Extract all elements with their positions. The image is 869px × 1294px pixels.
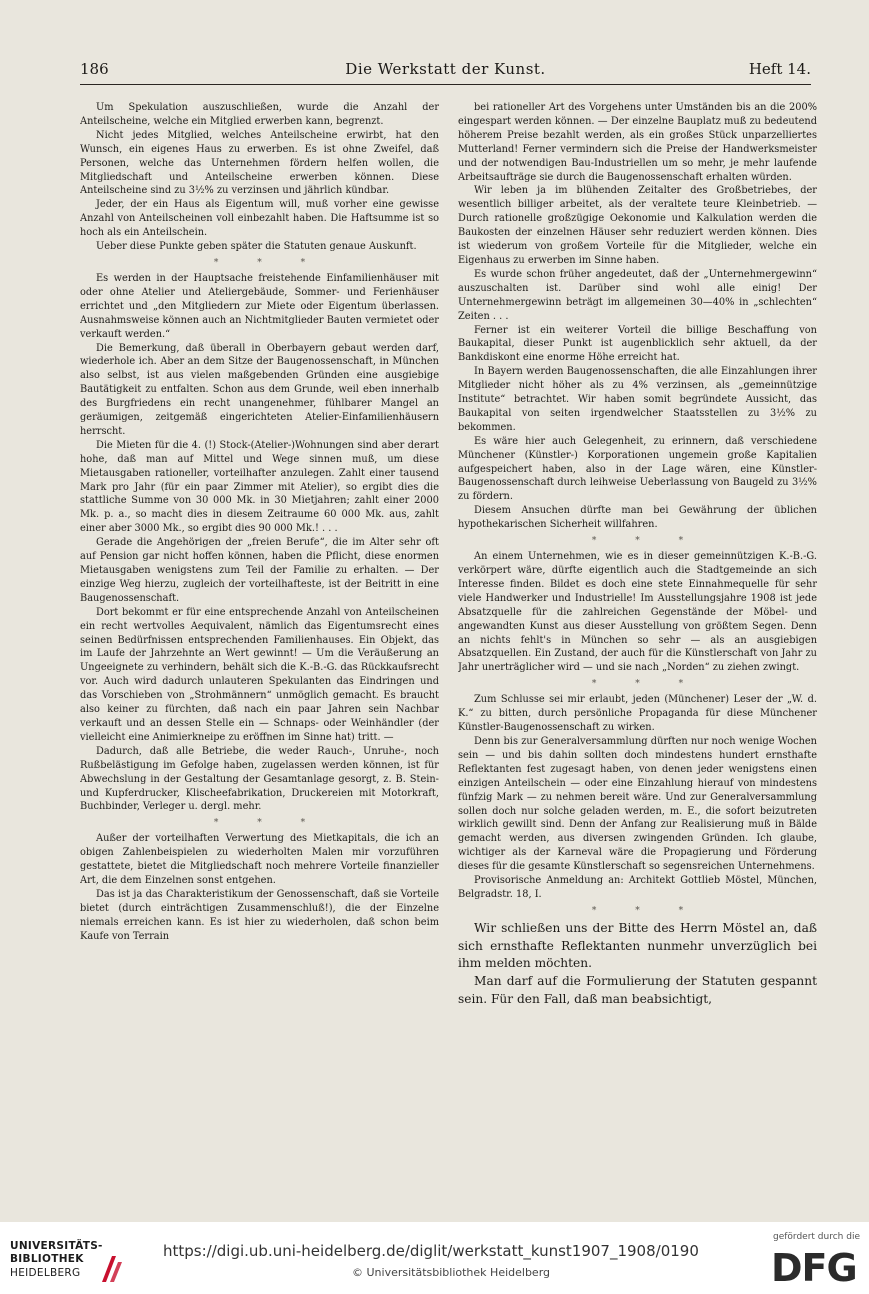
paragraph: Dort bekommt er für eine entsprechende Anzahl von Anteilscheinen ein recht wertvolles Aequivalent, nämlich das Eigentumsrecht eines seinen Bedürfnissen entsprechenden Familienhauses. Ein Objekt, das im Laufe der Jahrzehnte an Wert gewinnt! — Um die Veräußerung an Ungeeignete zu verhindern, behält sich die K.-B.-G. das Rückkaufsrecht vor. Auch wird dadurch unlauteren Spekulanten das Eindringen und das Vorschieben von „Strohmännern“ unmöglich gemacht. Es braucht also keiner zu fürchten, daß nach ein paar Jahren sein Nachbar verkauft und an dessen Stelle ein — Schnaps- oder Weinhändler (der vielleicht eine Animierkneipe zu eröffnen im Sinne hat) tritt. —: [80, 606, 439, 743]
paragraph: Das ist ja das Charakteristikum der Genossenschaft, daß sie Vorteile bietet (durch einträchtigen Zusammenschluß!), die der Einzelne niemals erreichen kann. Es ist hier zu wiederholen, daß schon beim Kaufe von Terrain: [80, 888, 439, 942]
paragraph: Es werden in der Hauptsache freistehende Einfamilienhäuser mit oder ohne Atelier und Ateliergebäude, Sommer- und Ferienhäuser errichtet und „den Mitgliedern zur Miete oder Eigentum überlassen. Ausnahmsweise können auch an Nichtmitglieder Bauten vermietet oder verkauft werden.“: [80, 272, 439, 340]
paragraph: An einem Unternehmen, wie es in dieser gemeinnützigen K.-B.-G. verkörpert wäre, dürfte eigentlich auch die Stadtgemeinde an sich Interesse finden. Bildet es doch eine stete Einnahmequelle für sehr viele Handwerker und Industrielle! Im Ausstellungsjahre 1908 ist jede Absatzquelle für die zahlreichen Gegenstände der Möbel- und angewandten Kunst aus dieser Ausstellung von größtem Segen. Denn an nichts fehlt's in München so sehr — als an ausgiebigen Absatzquellen. Ein Zustand, der auch für die Künstlerschaft von Jahr zu Jahr unerträglicher wird — und sie nach „Norden“ zu ziehen zwingt.: [458, 551, 817, 674]
paragraph: Die Bemerkung, daß überall in Oberbayern gebaut werden darf, wiederhole ich. Aber an dem Sitze der Baugenossenschaft, in München also selbst, ist aus vielen maßgebenden Gründen eine ausgiebige Bautätigkeit zu entfalten. Schon aus dem Grunde, weil eben innerhalb des Burgfriedens ein recht unangenehmer, fühlbarer Mangel an geräumigen, zeitgemäß eingerichteten Atelier-Einfamilienhäusern herrscht.: [80, 342, 439, 437]
right-column: [458, 101, 817, 1201]
section-divider-stars: * * *: [591, 905, 702, 916]
paragraph: Man darf auf die Formulierung der Statuten gespannt sein. Für den Fall, daß man beabsichtigt,: [458, 974, 817, 1007]
left-column: [80, 101, 439, 1201]
viewer-footer: [0, 1222, 869, 1294]
section-divider-stars: * * *: [213, 818, 324, 829]
paragraph: Nicht jedes Mitglied, welches Anteilscheine erwirbt, hat den Wunsch, ein eigenes Haus zu erwerben. Es ist ohne Zweifel, daß Personen, welche das Unternehmen fördern helfen wollen, die Mitgliedschaft und Anteilscheine erwerben können. Diese Anteilscheine sind zu 3½% zu verzinsen und jährlich kündbar.: [80, 129, 439, 197]
paragraph: Ueber diese Punkte geben später die Statuten genaue Auskunft.: [96, 241, 417, 253]
paragraph: Gerade die Angehörigen der „freien Berufe“, die im Alter sehr oft auf Pension gar nicht hoffen können, haben die Pflicht, diese enormen Mietausgaben wenigstens zum Teil der Familie zu erhalten. — Der einzige Weg hierzu, zugleich der vorteilhafteste, ist der Beitritt in eine Baugenossenschaft.: [80, 537, 439, 604]
section-divider-stars: * * *: [213, 257, 324, 268]
permalink-url[interactable]: https://digi.ub.uni-heidelberg.de/diglit/werkstatt_kunst1907_1908/0190: [163, 1242, 699, 1260]
paragraph: Zum Schlusse sei mir erlaubt, jeden (Münchener) Leser der „W. d. K.“ zu bitten, durch persönliche Propaganda für diese Münchener Künstler-Baugenossenschaft zu wirken.: [458, 694, 817, 734]
dfg-logo[interactable]: DFG: [771, 1246, 857, 1290]
paragraph: Provisorische Anmeldung an: Architekt Gottlieb Möstel, München, Belgradstr. 18, I.: [458, 875, 817, 900]
paragraph: In Bayern werden Baugenossenschaften, die alle Einzahlungen ihrer Mitglieder nicht höher als zu 4% verzinsen, als „gemeinnützige Institute“ betrachtet. Wir haben somit begründete Aussicht, das Baukapital von seiten irgendwelcher Staatsstellen zu 3½% zu bekommen.: [458, 366, 817, 433]
page-number: 186: [80, 60, 109, 78]
paragraph: Ferner ist ein weiterer Vorteil die billige Beschaffung von Baukapital, dieser Punkt ist augenblicklich sehr aktuell, da der Bankdiskont eine enorme Höhe erreicht hat.: [458, 324, 817, 364]
paragraph: Wir schließen uns der Bitte des Herrn Möstel an, daß sich ernsthafte Reflektanten nunmehr unverzüglich bei ihm melden möchten.: [458, 920, 817, 971]
paragraph: Dadurch, daß alle Betriebe, die weder Rauch-, Unruhe-, noch Rußbelästigung im Gefolge haben, zugelassen werden können, ist für Abwechslung in der Gestaltung der Gesamtanlage gesorgt, z. B. Stein- und Kupferdrucker, Klischeefabrikation, Druckereien mit Motorkraft, Buchbinder, Verleger u. dergl. mehr.: [80, 745, 439, 813]
library-name-line1: UNIVERSITÄTS-: [10, 1240, 103, 1252]
paragraph: Um Spekulation auszuschließen, wurde die Anzahl der Anteilscheine, welche ein Mitglied erwerben kann, begrenzt.: [80, 102, 439, 127]
paragraph: Diesem Ansuchen dürfte man bei Gewährung der üblichen hypothekarischen Sicherheit willfahren.: [458, 505, 817, 531]
paragraph: Denn bis zur Generalversammlung dürften nur noch wenige Wochen sein — und bis dahin sollten doch mindestens hundert ernsthafte Reflektanten fest zugesagt haben, von denen jeder wenigstens einen einzigen Anteilschein — oder eine Einzahlung hierauf von mindestens fünfzig Mark — zu nehmen bereit wäre. Und zur Generalversammlung sollen doch nur solche geladen werden, m. E., die sofort beizutreten wirklich gewillt sind. Denn der Anfang zur Realisierung muß in Bälde gemacht werden, aus diversen zwingenden Gründen. Ich glaube, wichtiger als der Karneval wäre die Propagierung und Förderung dieses für die gesamte Künstlerschaft so segensreichen Unternehmens.: [458, 735, 817, 873]
paragraph: Wir leben ja im blühenden Zeitalter des Großbetriebes, der wesentlich billiger arbeitet, als der veraltete teure Kleinbetrieb. — Durch rationelle großzügige Oekonomie und Kalkulation werden die Baukosten der einzelnen Häuser sehr reduziert werden können. Dies ist wiederum von großem Vorteile für die Mitglieder, welche ein Eigenhaus zu erwerben im Sinne haben.: [458, 185, 817, 266]
journal-title: Die Werkstatt der Kunst.: [345, 60, 546, 78]
section-divider-stars: * * *: [591, 679, 702, 690]
copyright-notice: © Universitätsbibliothek Heidelberg: [352, 1266, 551, 1279]
library-emblem-icon: [98, 1252, 128, 1286]
paragraph: Außer der vorteilhaften Verwertung des Mietkapitals, die ich an obigen Zahlenbeispielen zu wiederholten Malen mir vorzuführen gestattete, bietet die Mitgliedschaft noch mehrere Vorteile finanzieller Art, die dem Einzelnen sonst entgehen.: [80, 833, 439, 887]
paragraph: bei rationeller Art des Vorgehens unter Umständen bis an die 200% eingespart werden können. — Der einzelne Bauplatz muß zu bedeutend höherem Preise bezahlt werden, als ein großes Stück unparzelliertes Mutterland! Ferner vermindern sich die Preise der Handwerksmeister und der notwendigen Bau-Industriellen um so mehr, je mehr laufende Arbeitsaufträge sie durch die Baugenossenschaft erhalten würden.: [458, 102, 817, 183]
issue-number: Heft 14.: [748, 60, 811, 78]
paragraph: Es wurde schon früher angedeutet, daß der „Unternehmergewinn“ auszuschalten ist. Darüber sind wohl alle einig! Der Unternehmergewinn beträgt im allgemeinen 30—40% in „schlechten“ Zeiten . . .: [458, 268, 817, 322]
paragraph: Es wäre hier auch Gelegenheit, zu erinnern, daß verschiedene Münchener (Künstler-) Korporationen ungemein große Kapitalien aufgespeichert haben, also in der Lage wären, eine Künstler-Baugenossenschaft durch leihweise Ueberlassung von Baugeld zu 3½% zu fördern.: [458, 435, 817, 503]
paragraph: Jeder, der ein Haus als Eigentum will, muß vorher eine gewisse Anzahl von Anteilscheinen voll einbezahlt haben. Die Haftsumme ist so hoch als ein Anteilschein.: [80, 199, 439, 239]
funding-label: gefördert durch die: [773, 1232, 860, 1242]
page-header: [80, 58, 811, 85]
library-name-line2: BIBLIOTHEK: [10, 1253, 84, 1265]
section-divider-stars: * * *: [591, 536, 702, 547]
library-logo[interactable]: [10, 1240, 160, 1284]
library-name-line3: HEIDELBERG: [10, 1267, 81, 1279]
paragraph: Die Mieten für die 4. (!) Stock-(Atelier-)Wohnungen sind aber derart hohe, daß man auf Mittel und Wege sinnen muß, um diese Mietausgaben rationeller, vorteilhafter anzulegen. Zahlt einer tausend Mark pro Jahr (für ein paar Zimmer mit Atelier), so ergibt dies die stattliche Summe von 30 000 Mk. in 30 Mietjahren; zahlt einer 2000 Mk. p. a., so macht dies in diesem Zeitraume 60 000 Mk. aus, zahlt einer aber 3000 Mk., so ergibt dies 90 000 Mk.! . . .: [80, 439, 439, 535]
